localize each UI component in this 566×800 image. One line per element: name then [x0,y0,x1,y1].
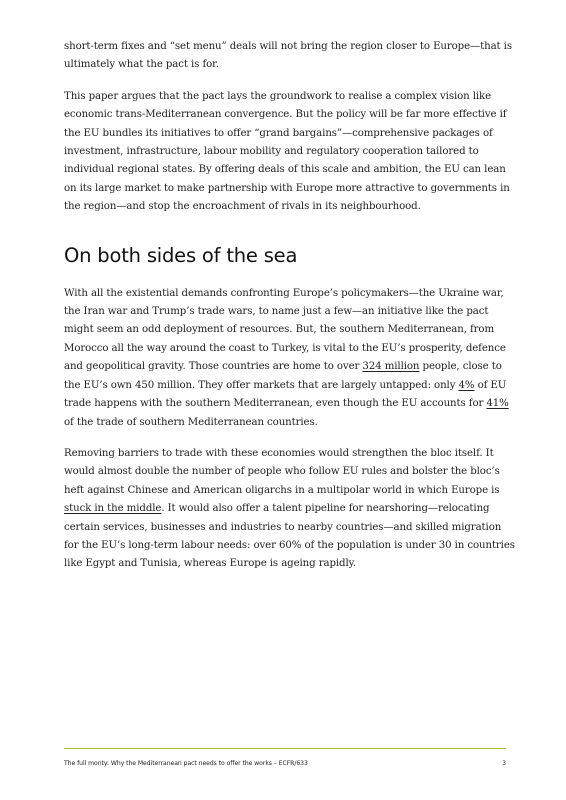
paragraph-4-text-1: Removing barriers to trade with these economies would strengthen the bloc itself. It would almost double the number of people who follow EU rules and bolster the bloc’s heft against Chinese and American oligarchs in a multipolar world in which Europe is [64,447,500,496]
section-heading: On both sides of the sea [64,243,298,267]
paragraph-1: short-term fixes and “set menu” deals will not bring the region closer to Europe—that is ultimately what the pact is for. [64,41,512,71]
link-41-percent[interactable]: 41% [486,398,509,410]
paragraph-4 [64,445,516,574]
footer-divider [64,748,506,749]
link-stuck-in-the-middle[interactable]: stuck in the middle [64,503,162,515]
link-4-percent[interactable]: 4% [458,379,475,391]
footer-title: The full monty: Why the Mediterranean pact needs to offer the works – ECFR/633 [64,760,308,767]
paragraph-3-text-4: of the trade of southern Mediterranean countries. [64,416,318,428]
paragraph-2: This paper argues that the pact lays the groundwork to realise a complex vision like economic trans-Mediterranean convergence. But the policy will be far more effective if the EU bundles its initiatives to offer “grand bargains”—comprehensive packages of investment, infrastructure, labour mobility and regulatory cooperation tailored to individual regional states. By offering deals of this scale and ambition, the EU can lean on its large market to make partnership with Europe more attractive to governments in the region—and stop the encroachment of rivals in its neighbourhood. [64,90,510,213]
page-number: 3 [502,760,506,767]
link-324-million[interactable]: 324 million [362,361,420,373]
paragraph-4-text-2: . It would also offer a talent pipeline for nearshoring—relocating certain services, businesses and industries to nearby countries—and skilled migration for the EU’s long-term labour needs: over 60% of the population is under 30 in countries like Egypt and Tunisia, whereas Europe is ageing rapidly. [64,503,515,570]
paragraph-3-text-2: people, close to the EU’s own 450 million. They offer markets that are largely untapped: only [64,361,502,391]
document-body [64,38,516,587]
paragraph-3-text-3: of EU trade happens with the southern Mediterranean, even though the EU accounts for [64,379,507,410]
page-footer [64,760,506,767]
paragraph-3 [64,285,516,432]
paragraph-3-text-1: With all the existential demands confronting Europe’s policymakers—the Ukraine war, the Iran war and Trump’s trade wars, to name just a few—an initiative like the pact might seem an odd deployment of resources. But, the southern Mediterranean, from Morocco all the way around the coast to Turkey, is vital to the EU’s prosperity, defence and geopolitical gravity. Those countries are home to over [64,287,506,373]
